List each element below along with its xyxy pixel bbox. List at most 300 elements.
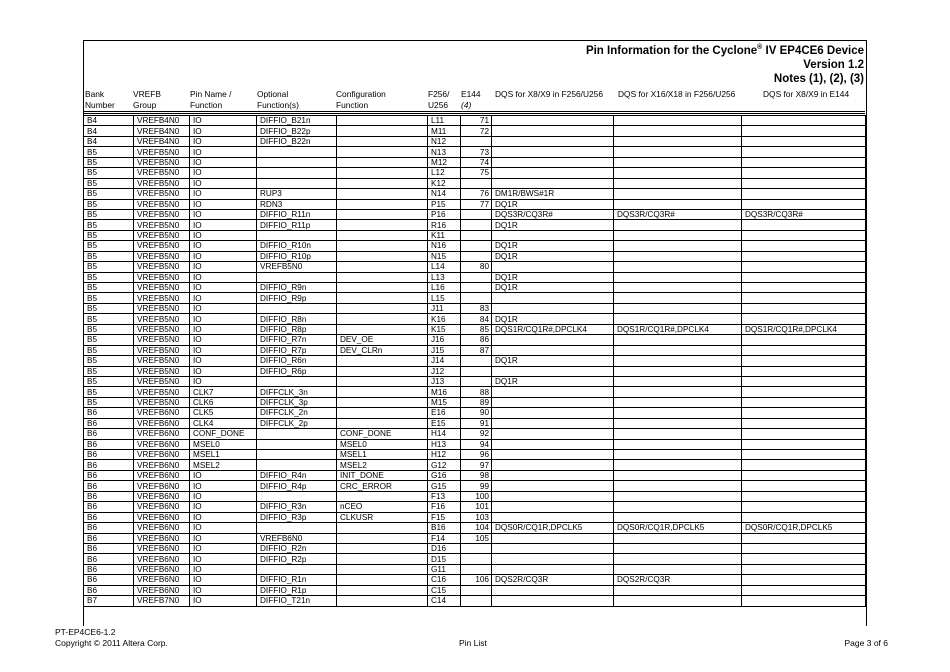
bank-cell: B6 xyxy=(84,439,134,449)
table-row xyxy=(84,366,866,376)
vrefb-cell: VREFB5N0 xyxy=(134,189,190,199)
table-row xyxy=(84,314,866,324)
dqs-x16-f256-cell xyxy=(614,418,742,428)
e144-cell: 104 xyxy=(461,523,492,533)
dqs-x16-f256-cell: DQS3R/CQ3R# xyxy=(614,209,742,219)
dqs-x8-f256-cell xyxy=(492,554,614,564)
dqs-x8-e144-cell: DQS0R/CQ1R,DPCLK5 xyxy=(742,523,866,533)
dqs-x16-f256-cell xyxy=(614,481,742,491)
dqs-x8-f256-cell xyxy=(492,366,614,376)
vrefb-cell: VREFB6N0 xyxy=(134,450,190,460)
bank-cell: B6 xyxy=(84,512,134,522)
e144-cell: 96 xyxy=(461,450,492,460)
config-function-cell xyxy=(337,564,428,574)
dqs-x8-f256-cell xyxy=(492,418,614,428)
vrefb-cell: VREFB5N0 xyxy=(134,230,190,240)
dqs-x8-f256-cell: DQ1R xyxy=(492,199,614,209)
f256-cell: M16 xyxy=(428,387,461,397)
optional-function-cell xyxy=(257,439,337,449)
dqs-x8-f256-cell: DQ1R xyxy=(492,220,614,230)
bank-cell: B5 xyxy=(84,220,134,230)
pin-name-cell: IO xyxy=(190,324,257,334)
pin-name-cell: IO xyxy=(190,596,257,606)
pin-name-cell: IO xyxy=(190,241,257,251)
dqs-x16-f256-cell: DQS1R/CQ1R#,DPCLK4 xyxy=(614,324,742,334)
dqs-x8-f256-cell: DQS3R/CQ3R# xyxy=(492,209,614,219)
f256-cell: P16 xyxy=(428,209,461,219)
pin-name-cell: CLK6 xyxy=(190,397,257,407)
f256-cell: N13 xyxy=(428,147,461,157)
pin-name-cell: IO xyxy=(190,356,257,366)
dqs-x8-e144-cell xyxy=(742,408,866,418)
dqs-x16-f256-cell xyxy=(614,429,742,439)
dqs-x16-f256-cell xyxy=(614,303,742,313)
f256-cell: D16 xyxy=(428,543,461,553)
e144-cell: 88 xyxy=(461,387,492,397)
dqs-x8-e144-cell xyxy=(742,512,866,522)
optional-function-cell: DIFFCLK_3p xyxy=(257,397,337,407)
f256-cell: J14 xyxy=(428,356,461,366)
header-configuration-function: Configuration Function xyxy=(336,89,386,110)
optional-function-cell: DIFFIO_R10n xyxy=(257,241,337,251)
config-function-cell xyxy=(337,262,428,272)
dqs-x8-f256-cell: DQ1R xyxy=(492,251,614,261)
optional-function-cell xyxy=(257,230,337,240)
e144-cell: 87 xyxy=(461,345,492,355)
dqs-x8-f256-cell xyxy=(492,491,614,501)
dqs-x8-e144-cell xyxy=(742,251,866,261)
config-function-cell xyxy=(337,324,428,334)
bank-cell: B5 xyxy=(84,314,134,324)
config-function-cell xyxy=(337,272,428,282)
vrefb-cell: VREFB5N0 xyxy=(134,147,190,157)
table-row xyxy=(84,502,866,512)
config-function-cell: nCEO xyxy=(337,502,428,512)
dqs-x8-f256-cell xyxy=(492,147,614,157)
e144-cell xyxy=(461,272,492,282)
dqs-x16-f256-cell xyxy=(614,564,742,574)
optional-function-cell: DIFFIO_R4n xyxy=(257,470,337,480)
dqs-x8-e144-cell xyxy=(742,293,866,303)
footer-center-label: Pin List xyxy=(459,638,487,648)
e144-cell: 105 xyxy=(461,533,492,543)
f256-cell: F13 xyxy=(428,491,461,501)
dqs-x16-f256-cell xyxy=(614,157,742,167)
bank-cell: B5 xyxy=(84,241,134,251)
dqs-x8-e144-cell xyxy=(742,303,866,313)
config-function-cell xyxy=(337,596,428,606)
table-row xyxy=(84,209,866,219)
header-dqs-x8-f256: DQS for X8/X9 in F256/U256 xyxy=(495,89,603,99)
optional-function-cell: DIFFIO_R2n xyxy=(257,543,337,553)
config-function-cell xyxy=(337,136,428,146)
dqs-x16-f256-cell xyxy=(614,116,742,126)
dqs-x8-e144-cell xyxy=(742,575,866,585)
optional-function-cell: DIFFIO_R11n xyxy=(257,209,337,219)
e144-cell: 86 xyxy=(461,335,492,345)
bank-cell: B4 xyxy=(84,136,134,146)
vrefb-cell: VREFB6N0 xyxy=(134,512,190,522)
e144-cell: 91 xyxy=(461,418,492,428)
footer-doc-id: PT-EP4CE6-1.2 xyxy=(55,627,116,637)
e144-cell: 90 xyxy=(461,408,492,418)
bank-cell: B5 xyxy=(84,157,134,167)
pin-name-cell: CLK4 xyxy=(190,418,257,428)
dqs-x8-e144-cell xyxy=(742,335,866,345)
dqs-x8-e144-cell xyxy=(742,272,866,282)
config-function-cell: MSEL2 xyxy=(337,460,428,470)
pin-name-cell: IO xyxy=(190,585,257,595)
e144-cell xyxy=(461,136,492,146)
config-function-cell xyxy=(337,543,428,553)
e144-cell xyxy=(461,564,492,574)
pin-name-cell: IO xyxy=(190,220,257,230)
dqs-x8-f256-cell xyxy=(492,533,614,543)
f256-cell: G15 xyxy=(428,481,461,491)
dqs-x8-e144-cell: DQS3R/CQ3R# xyxy=(742,209,866,219)
header-optional-function: Optional Function(s) xyxy=(257,89,299,110)
vrefb-cell: VREFB5N0 xyxy=(134,303,190,313)
optional-function-cell: DIFFIO_R9n xyxy=(257,283,337,293)
header-pin-name: Pin Name / Function xyxy=(190,89,232,110)
e144-cell xyxy=(461,241,492,251)
dqs-x8-e144-cell xyxy=(742,387,866,397)
table-row xyxy=(84,575,866,585)
bank-cell: B6 xyxy=(84,523,134,533)
table-row xyxy=(84,450,866,460)
bank-cell: B6 xyxy=(84,460,134,470)
pin-name-cell: IO xyxy=(190,199,257,209)
config-function-cell xyxy=(337,356,428,366)
config-function-cell xyxy=(337,220,428,230)
dqs-x16-f256-cell xyxy=(614,293,742,303)
vrefb-cell: VREFB4N0 xyxy=(134,116,190,126)
dqs-x16-f256-cell xyxy=(614,189,742,199)
vrefb-cell: VREFB6N0 xyxy=(134,523,190,533)
vrefb-cell: VREFB5N0 xyxy=(134,168,190,178)
pin-name-cell: IO xyxy=(190,126,257,136)
vrefb-cell: VREFB6N0 xyxy=(134,460,190,470)
config-function-cell xyxy=(337,533,428,543)
table-row xyxy=(84,126,866,136)
vrefb-cell: VREFB5N0 xyxy=(134,241,190,251)
pin-name-cell: IO xyxy=(190,543,257,553)
pin-name-cell: IO xyxy=(190,136,257,146)
table-row xyxy=(84,168,866,178)
header-dqs-x8-e144: DQS for X8/X9 in E144 xyxy=(763,89,850,99)
e144-cell: 103 xyxy=(461,512,492,522)
vrefb-cell: VREFB5N0 xyxy=(134,220,190,230)
e144-cell: 101 xyxy=(461,502,492,512)
dqs-x8-e144-cell xyxy=(742,564,866,574)
bank-cell: B5 xyxy=(84,335,134,345)
table-row xyxy=(84,220,866,230)
pin-name-cell: IO xyxy=(190,366,257,376)
bank-cell: B5 xyxy=(84,397,134,407)
optional-function-cell: DIFFIO_R3p xyxy=(257,512,337,522)
bank-cell: B5 xyxy=(84,345,134,355)
bank-cell: B6 xyxy=(84,481,134,491)
dqs-x8-f256-cell xyxy=(492,116,614,126)
dqs-x8-f256-cell: DQS2R/CQ3R xyxy=(492,575,614,585)
vrefb-cell: VREFB6N0 xyxy=(134,408,190,418)
optional-function-cell xyxy=(257,523,337,533)
dqs-x8-f256-cell xyxy=(492,230,614,240)
bank-cell: B5 xyxy=(84,262,134,272)
table-row xyxy=(84,512,866,522)
bank-cell: B5 xyxy=(84,293,134,303)
config-function-cell xyxy=(337,397,428,407)
table-row xyxy=(84,429,866,439)
header-dqs-x16-f256: DQS for X16/X18 in F256/U256 xyxy=(618,89,736,99)
f256-cell: K11 xyxy=(428,230,461,240)
bank-cell: B6 xyxy=(84,575,134,585)
dqs-x8-f256-cell xyxy=(492,564,614,574)
dqs-x16-f256-cell xyxy=(614,554,742,564)
config-function-cell xyxy=(337,293,428,303)
pin-name-cell: IO xyxy=(190,147,257,157)
dqs-x8-e144-cell xyxy=(742,241,866,251)
f256-cell: L16 xyxy=(428,283,461,293)
dqs-x16-f256-cell xyxy=(614,335,742,345)
f256-cell: J15 xyxy=(428,345,461,355)
dqs-x8-f256-cell xyxy=(492,126,614,136)
dqs-x16-f256-cell xyxy=(614,199,742,209)
vrefb-cell: VREFB5N0 xyxy=(134,178,190,188)
f256-cell: N16 xyxy=(428,241,461,251)
bank-cell: B6 xyxy=(84,564,134,574)
table-row xyxy=(84,481,866,491)
table-row xyxy=(84,376,866,386)
dqs-x8-e144-cell xyxy=(742,470,866,480)
vrefb-cell: VREFB5N0 xyxy=(134,293,190,303)
dqs-x16-f256-cell xyxy=(614,596,742,606)
vrefb-cell: VREFB6N0 xyxy=(134,491,190,501)
table-row xyxy=(84,564,866,574)
dqs-x16-f256-cell xyxy=(614,533,742,543)
pin-name-cell: IO xyxy=(190,575,257,585)
dqs-x16-f256-cell xyxy=(614,460,742,470)
config-function-cell xyxy=(337,387,428,397)
table-row xyxy=(84,418,866,428)
vrefb-cell: VREFB6N0 xyxy=(134,564,190,574)
header-vrefb: VREFB Group xyxy=(133,89,161,110)
f256-cell: C16 xyxy=(428,575,461,585)
e144-cell: 99 xyxy=(461,481,492,491)
dqs-x16-f256-cell xyxy=(614,439,742,449)
dqs-x8-f256-cell xyxy=(492,303,614,313)
f256-cell: L15 xyxy=(428,293,461,303)
bank-cell: B5 xyxy=(84,283,134,293)
f256-cell: L14 xyxy=(428,262,461,272)
dqs-x8-f256-cell xyxy=(492,481,614,491)
vrefb-cell: VREFB5N0 xyxy=(134,387,190,397)
e144-cell xyxy=(461,283,492,293)
dqs-x16-f256-cell: DQS0R/CQ1R,DPCLK5 xyxy=(614,523,742,533)
bank-cell: B5 xyxy=(84,168,134,178)
dqs-x8-f256-cell: DQ1R xyxy=(492,241,614,251)
vrefb-cell: VREFB5N0 xyxy=(134,366,190,376)
pin-name-cell: IO xyxy=(190,335,257,345)
e144-cell: 100 xyxy=(461,491,492,501)
header-f256: F256/ U256 xyxy=(428,89,450,110)
dqs-x16-f256-cell xyxy=(614,126,742,136)
table-row xyxy=(84,147,866,157)
table-row xyxy=(84,178,866,188)
vrefb-cell: VREFB6N0 xyxy=(134,585,190,595)
dqs-x8-f256-cell xyxy=(492,512,614,522)
bank-cell: B5 xyxy=(84,199,134,209)
dqs-x16-f256-cell xyxy=(614,147,742,157)
vrefb-cell: VREFB6N0 xyxy=(134,533,190,543)
e144-cell: 83 xyxy=(461,303,492,313)
f256-cell: C14 xyxy=(428,596,461,606)
dqs-x16-f256-cell xyxy=(614,262,742,272)
dqs-x8-e144-cell xyxy=(742,356,866,366)
bank-cell: B5 xyxy=(84,303,134,313)
dqs-x8-f256-cell xyxy=(492,178,614,188)
bank-cell: B6 xyxy=(84,491,134,501)
vrefb-cell: VREFB5N0 xyxy=(134,199,190,209)
bank-cell: B5 xyxy=(84,189,134,199)
pin-name-cell: IO xyxy=(190,502,257,512)
f256-cell: G16 xyxy=(428,470,461,480)
dqs-x8-e144-cell xyxy=(742,376,866,386)
optional-function-cell xyxy=(257,178,337,188)
vrefb-cell: VREFB4N0 xyxy=(134,126,190,136)
dqs-x16-f256-cell xyxy=(614,397,742,407)
dqs-x8-e144-cell xyxy=(742,397,866,407)
dqs-x8-e144-cell xyxy=(742,450,866,460)
e144-cell xyxy=(461,554,492,564)
bank-cell: B5 xyxy=(84,251,134,261)
optional-function-cell: DIFFIO_R3n xyxy=(257,502,337,512)
config-function-cell xyxy=(337,575,428,585)
dqs-x8-f256-cell xyxy=(492,543,614,553)
vrefb-cell: VREFB6N0 xyxy=(134,429,190,439)
vrefb-cell: VREFB5N0 xyxy=(134,157,190,167)
pin-name-cell: IO xyxy=(190,251,257,261)
dqs-x8-e144-cell xyxy=(742,543,866,553)
bank-cell: B6 xyxy=(84,502,134,512)
dqs-x8-f256-cell xyxy=(492,293,614,303)
dqs-x8-f256-cell xyxy=(492,262,614,272)
table-row xyxy=(84,460,866,470)
table-row xyxy=(84,230,866,240)
vrefb-cell: VREFB5N0 xyxy=(134,335,190,345)
dqs-x16-f256-cell xyxy=(614,168,742,178)
optional-function-cell: DIFFIO_R7n xyxy=(257,335,337,345)
f256-cell: J12 xyxy=(428,366,461,376)
dqs-x8-e144-cell xyxy=(742,116,866,126)
optional-function-cell xyxy=(257,460,337,470)
table-row xyxy=(84,283,866,293)
dqs-x8-e144-cell xyxy=(742,596,866,606)
config-function-cell xyxy=(337,554,428,564)
e144-cell: 106 xyxy=(461,575,492,585)
pin-name-cell: IO xyxy=(190,523,257,533)
e144-cell: 94 xyxy=(461,439,492,449)
dqs-x8-e144-cell xyxy=(742,429,866,439)
vrefb-cell: VREFB5N0 xyxy=(134,272,190,282)
dqs-x8-f256-cell: DQ1R xyxy=(492,272,614,282)
dqs-x16-f256-cell xyxy=(614,314,742,324)
dqs-x8-f256-cell xyxy=(492,502,614,512)
config-function-cell xyxy=(337,523,428,533)
optional-function-cell: DIFFIO_R8n xyxy=(257,314,337,324)
dqs-x8-e144-cell xyxy=(742,502,866,512)
dqs-x8-f256-cell: DQ1R xyxy=(492,314,614,324)
e144-cell xyxy=(461,220,492,230)
table-row xyxy=(84,303,866,313)
dqs-x8-f256-cell xyxy=(492,429,614,439)
vrefb-cell: VREFB5N0 xyxy=(134,345,190,355)
optional-function-cell: DIFFCLK_2n xyxy=(257,408,337,418)
header-rule-bottom xyxy=(83,113,865,114)
config-function-cell xyxy=(337,199,428,209)
dqs-x8-e144-cell xyxy=(742,345,866,355)
vrefb-cell: VREFB5N0 xyxy=(134,324,190,334)
dqs-x8-f256-cell xyxy=(492,168,614,178)
table-row xyxy=(84,189,866,199)
e144-cell: 76 xyxy=(461,189,492,199)
table-row xyxy=(84,241,866,251)
dqs-x8-e144-cell xyxy=(742,189,866,199)
e144-cell: 72 xyxy=(461,126,492,136)
table-row xyxy=(84,356,866,366)
dqs-x8-f256-cell xyxy=(492,596,614,606)
e144-cell: 71 xyxy=(461,116,492,126)
f256-cell: E16 xyxy=(428,408,461,418)
optional-function-cell xyxy=(257,147,337,157)
e144-cell xyxy=(461,251,492,261)
vrefb-cell: VREFB6N0 xyxy=(134,554,190,564)
bank-cell: B6 xyxy=(84,450,134,460)
dqs-x8-e144-cell xyxy=(742,283,866,293)
config-function-cell xyxy=(337,314,428,324)
bank-cell: B5 xyxy=(84,387,134,397)
pin-name-cell: IO xyxy=(190,272,257,282)
bank-cell: B5 xyxy=(84,209,134,219)
pin-name-cell: CLK7 xyxy=(190,387,257,397)
optional-function-cell: DIFFIO_R7p xyxy=(257,345,337,355)
dqs-x8-f256-cell: DQ1R xyxy=(492,283,614,293)
pin-name-cell: IO xyxy=(190,303,257,313)
config-function-cell xyxy=(337,491,428,501)
dqs-x8-e144-cell xyxy=(742,439,866,449)
vrefb-cell: VREFB7N0 xyxy=(134,596,190,606)
f256-cell: B16 xyxy=(428,523,461,533)
config-function-cell xyxy=(337,366,428,376)
document-version: Version 1.2 xyxy=(803,59,864,71)
config-function-cell: DEV_CLRn xyxy=(337,345,428,355)
f256-cell: H13 xyxy=(428,439,461,449)
table-row xyxy=(84,387,866,397)
bank-cell: B6 xyxy=(84,418,134,428)
f256-cell: P15 xyxy=(428,199,461,209)
pin-name-cell: IO xyxy=(190,314,257,324)
document-notes: Notes (1), (2), (3) xyxy=(773,73,864,85)
dqs-x8-f256-cell xyxy=(492,470,614,480)
bank-cell: B6 xyxy=(84,585,134,595)
f256-cell: L12 xyxy=(428,168,461,178)
optional-function-cell: DIFFIO_R1p xyxy=(257,585,337,595)
dqs-x16-f256-cell xyxy=(614,272,742,282)
bank-cell: B5 xyxy=(84,366,134,376)
optional-function-cell: DIFFIO_B22n xyxy=(257,136,337,146)
bank-cell: B7 xyxy=(84,596,134,606)
pin-name-cell: IO xyxy=(190,157,257,167)
